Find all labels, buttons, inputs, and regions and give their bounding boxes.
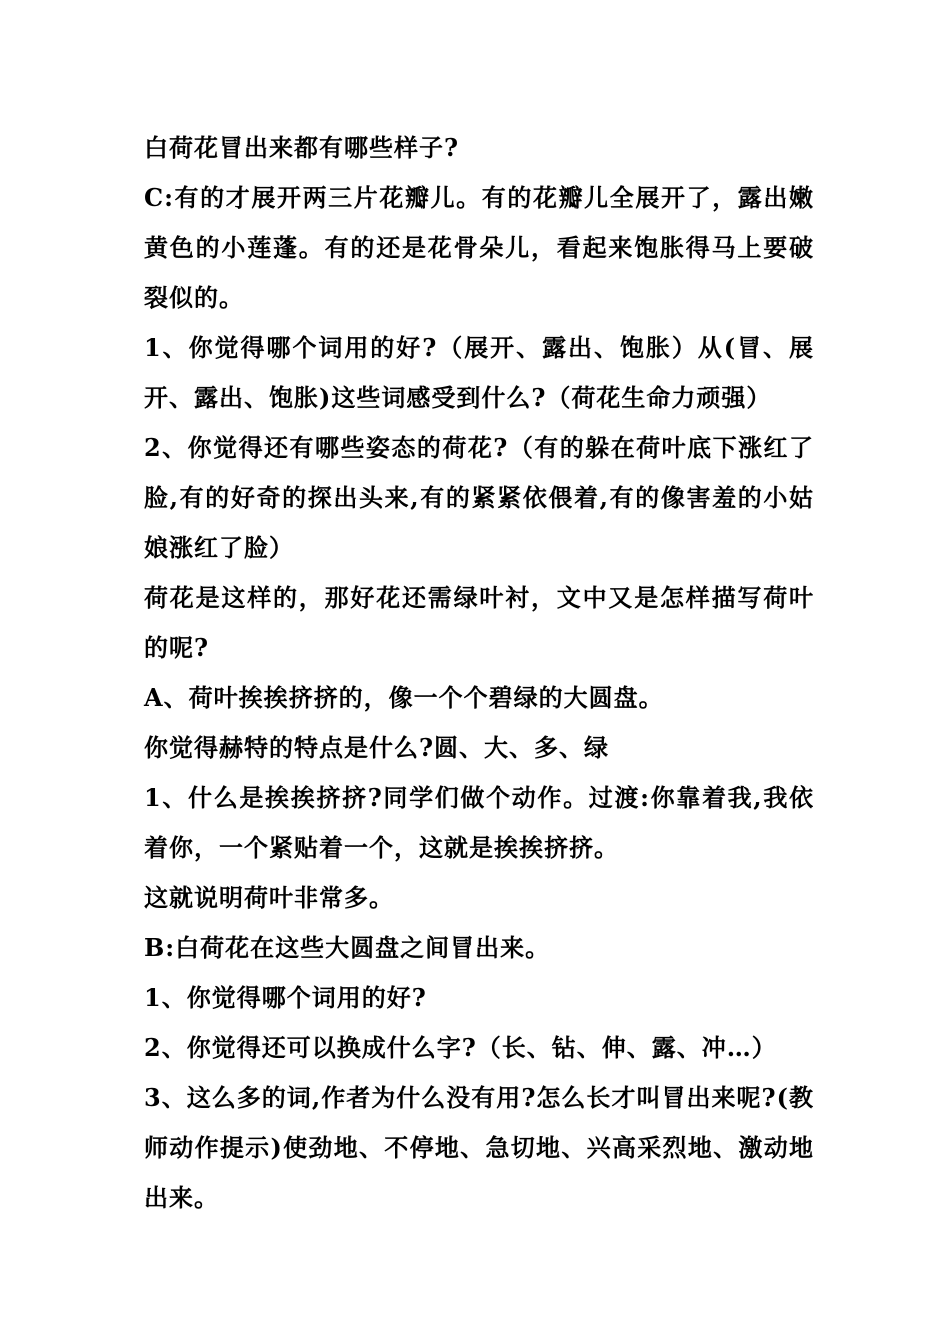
- paragraph-question-white-lotus: 白荷花冒出来都有哪些样子?: [144, 133, 460, 162]
- paragraph-answer-b: B:白荷花在这些大圆盘之间冒出来。: [144, 933, 551, 962]
- paragraph-item-1-words: 1、你觉得哪个词用的好?（展开、露出、饱胀）从(冒、展开、露出、饱胀)这些词感受到什么?（荷花生命力顽强）: [144, 333, 814, 412]
- paragraph-answer-a: A、荷叶挨挨挤挤的，像一个个碧绿的大圆盘。: [144, 683, 664, 712]
- paragraph-question-lotus-leaves: 荷花是这样的，那好花还需绿叶衬，文中又是怎样描写荷叶的呢?: [144, 583, 814, 662]
- paragraph-answer-c: C:有的才展开两三片花瓣儿。有的花瓣儿全展开了，露出嫩黄色的小莲蓬。有的还是花骨朵儿，看起来饱胀得马上要破裂似的。: [144, 183, 814, 312]
- paragraph-item-3-why: 3、这么多的词,作者为什么没有用?怎么长才叫冒出来呢?(教师动作提示)使劲地、不停地、急切地、兴高采烈地、激动地出来。: [144, 1083, 814, 1212]
- paragraph-item-2-replace: 2、你觉得还可以换成什么字?（长、钻、伸、露、冲…）: [144, 1033, 777, 1062]
- paragraph-features: 你觉得赫特的特点是什么?圆、大、多、绿: [144, 733, 610, 762]
- document-body: [144, 123, 814, 1223]
- paragraph-many-leaves: 这就说明荷叶非常多。: [144, 883, 394, 912]
- paragraph-item-1-crowded: 1、什么是挨挨挤挤?同学们做个动作。过渡:你靠着我,我依着你，一个紧贴着一个，这就是挨挨挤挤。: [144, 783, 814, 862]
- paragraph-item-1-good-word: 1、你觉得哪个词用的好?: [144, 983, 427, 1012]
- paragraph-item-2-postures: 2、你觉得还有哪些姿态的荷花?（有的躲在荷叶底下涨红了脸,有的好奇的探出头来,有的紧紧依偎着,有的像害羞的小姑娘涨红了脸）: [144, 433, 814, 562]
